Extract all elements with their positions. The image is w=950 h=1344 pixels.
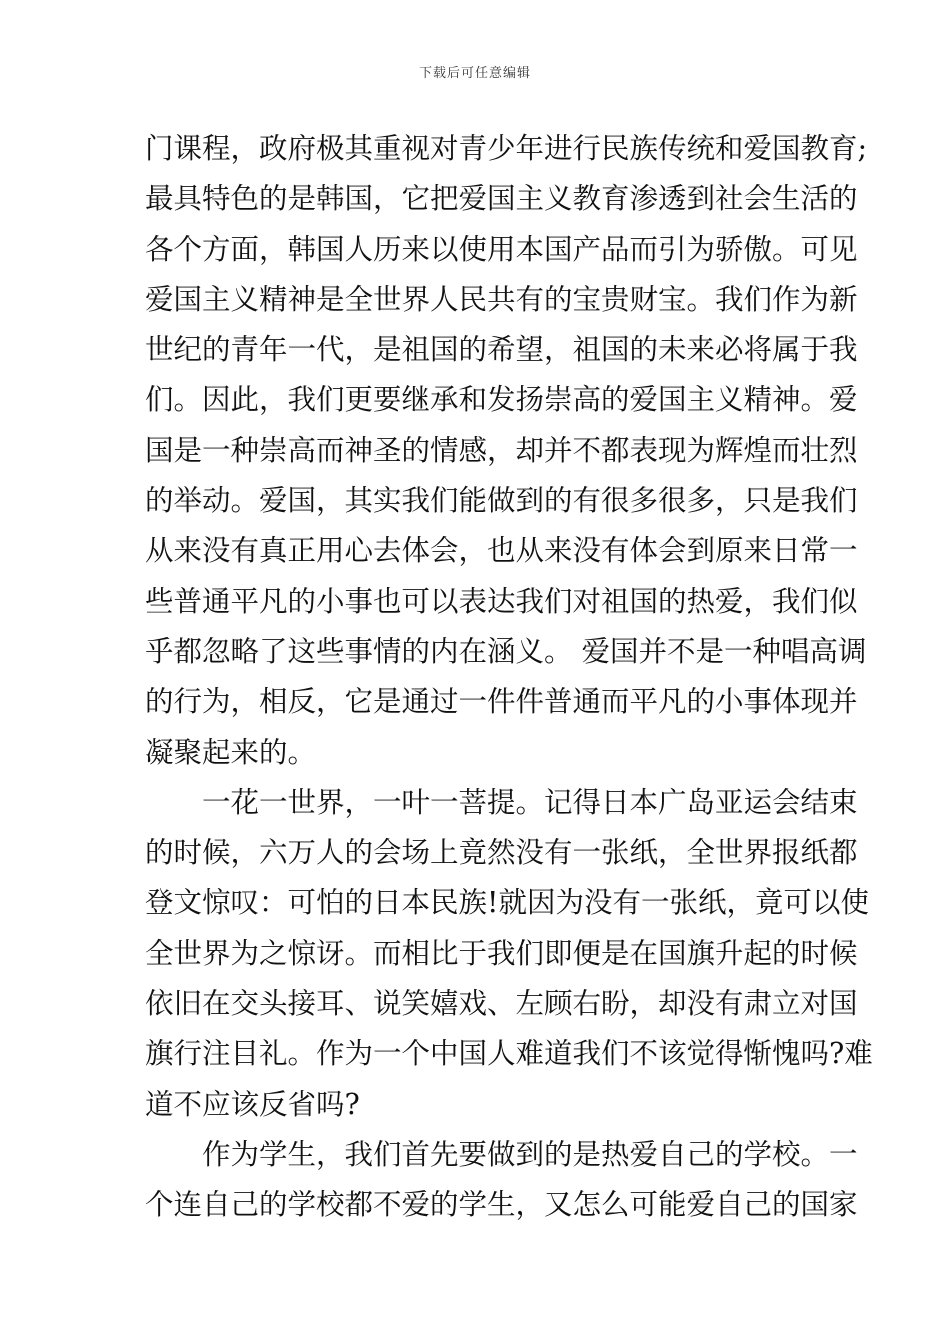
text-line: 们。因此，我们更要继承和发扬崇高的爱国主义精神。爱: [145, 383, 858, 417]
text-line: 凝聚起来的。: [145, 735, 317, 769]
text-line: 个连自己的学校都不爱的学生，又怎么可能爱自己的国家: [145, 1188, 858, 1222]
text-line: 乎都忽略了这些事情的内在涵义。 爱国并不是一种唱高调: [145, 634, 867, 668]
page-header: 下载后可任意编辑: [418, 66, 531, 81]
text-line: 从来没有真正用心去体会，也从来没有体会到原来日常一: [145, 534, 858, 568]
text-line: 爱国主义精神是全世界人民共有的宝贵财宝。我们作为新: [145, 282, 858, 316]
text-line: 旗行注目礼。作为一个中国人难道我们不该觉得惭愧吗?难: [145, 1037, 873, 1071]
text-line: 的行为，相反，它是通过一件件普通而平凡的小事体现并: [145, 685, 858, 719]
text-line: 一花一世界，一叶一菩提。记得日本广岛亚运会结束: [145, 785, 858, 819]
text-line: 最具特色的是韩国，它把爱国主义教育渗透到社会生活的: [145, 182, 858, 216]
text-line: 全世界为之惊讶。而相比于我们即便是在国旗升起的时候: [145, 936, 858, 970]
text-line: 门课程，政府极其重视对青少年进行民族传统和爱国教育;: [145, 132, 868, 165]
text-line: 国是一种崇高而神圣的情感，却并不都表现为辉煌而壮烈: [145, 433, 858, 467]
text-line: 各个方面，韩国人历来以使用本国产品而引为骄傲。可见: [145, 232, 858, 266]
text-line: 依旧在交头接耳、说笑嬉戏、左顾右盼，却没有肃立对国: [145, 987, 858, 1021]
text-line: 登文惊叹：可怕的日本民族!就因为没有一张纸，竟可以使: [145, 886, 869, 920]
text-line: 世纪的青年一代，是祖国的希望，祖国的未来必将属于我: [145, 333, 858, 367]
body-text: [145, 124, 873, 1231]
text-line: 道不应该反省吗?: [145, 1087, 360, 1121]
text-line: 的时候，六万人的会场上竟然没有一张纸，全世界报纸都: [145, 836, 858, 870]
text-line: 的举动。爱国，其实我们能做到的有很多很多，只是我们: [145, 484, 858, 518]
text-line: 作为学生，我们首先要做到的是热爱自己的学校。一: [145, 1137, 858, 1171]
text-line: 些普通平凡的小事也可以表达我们对祖国的热爱，我们似: [145, 584, 858, 618]
